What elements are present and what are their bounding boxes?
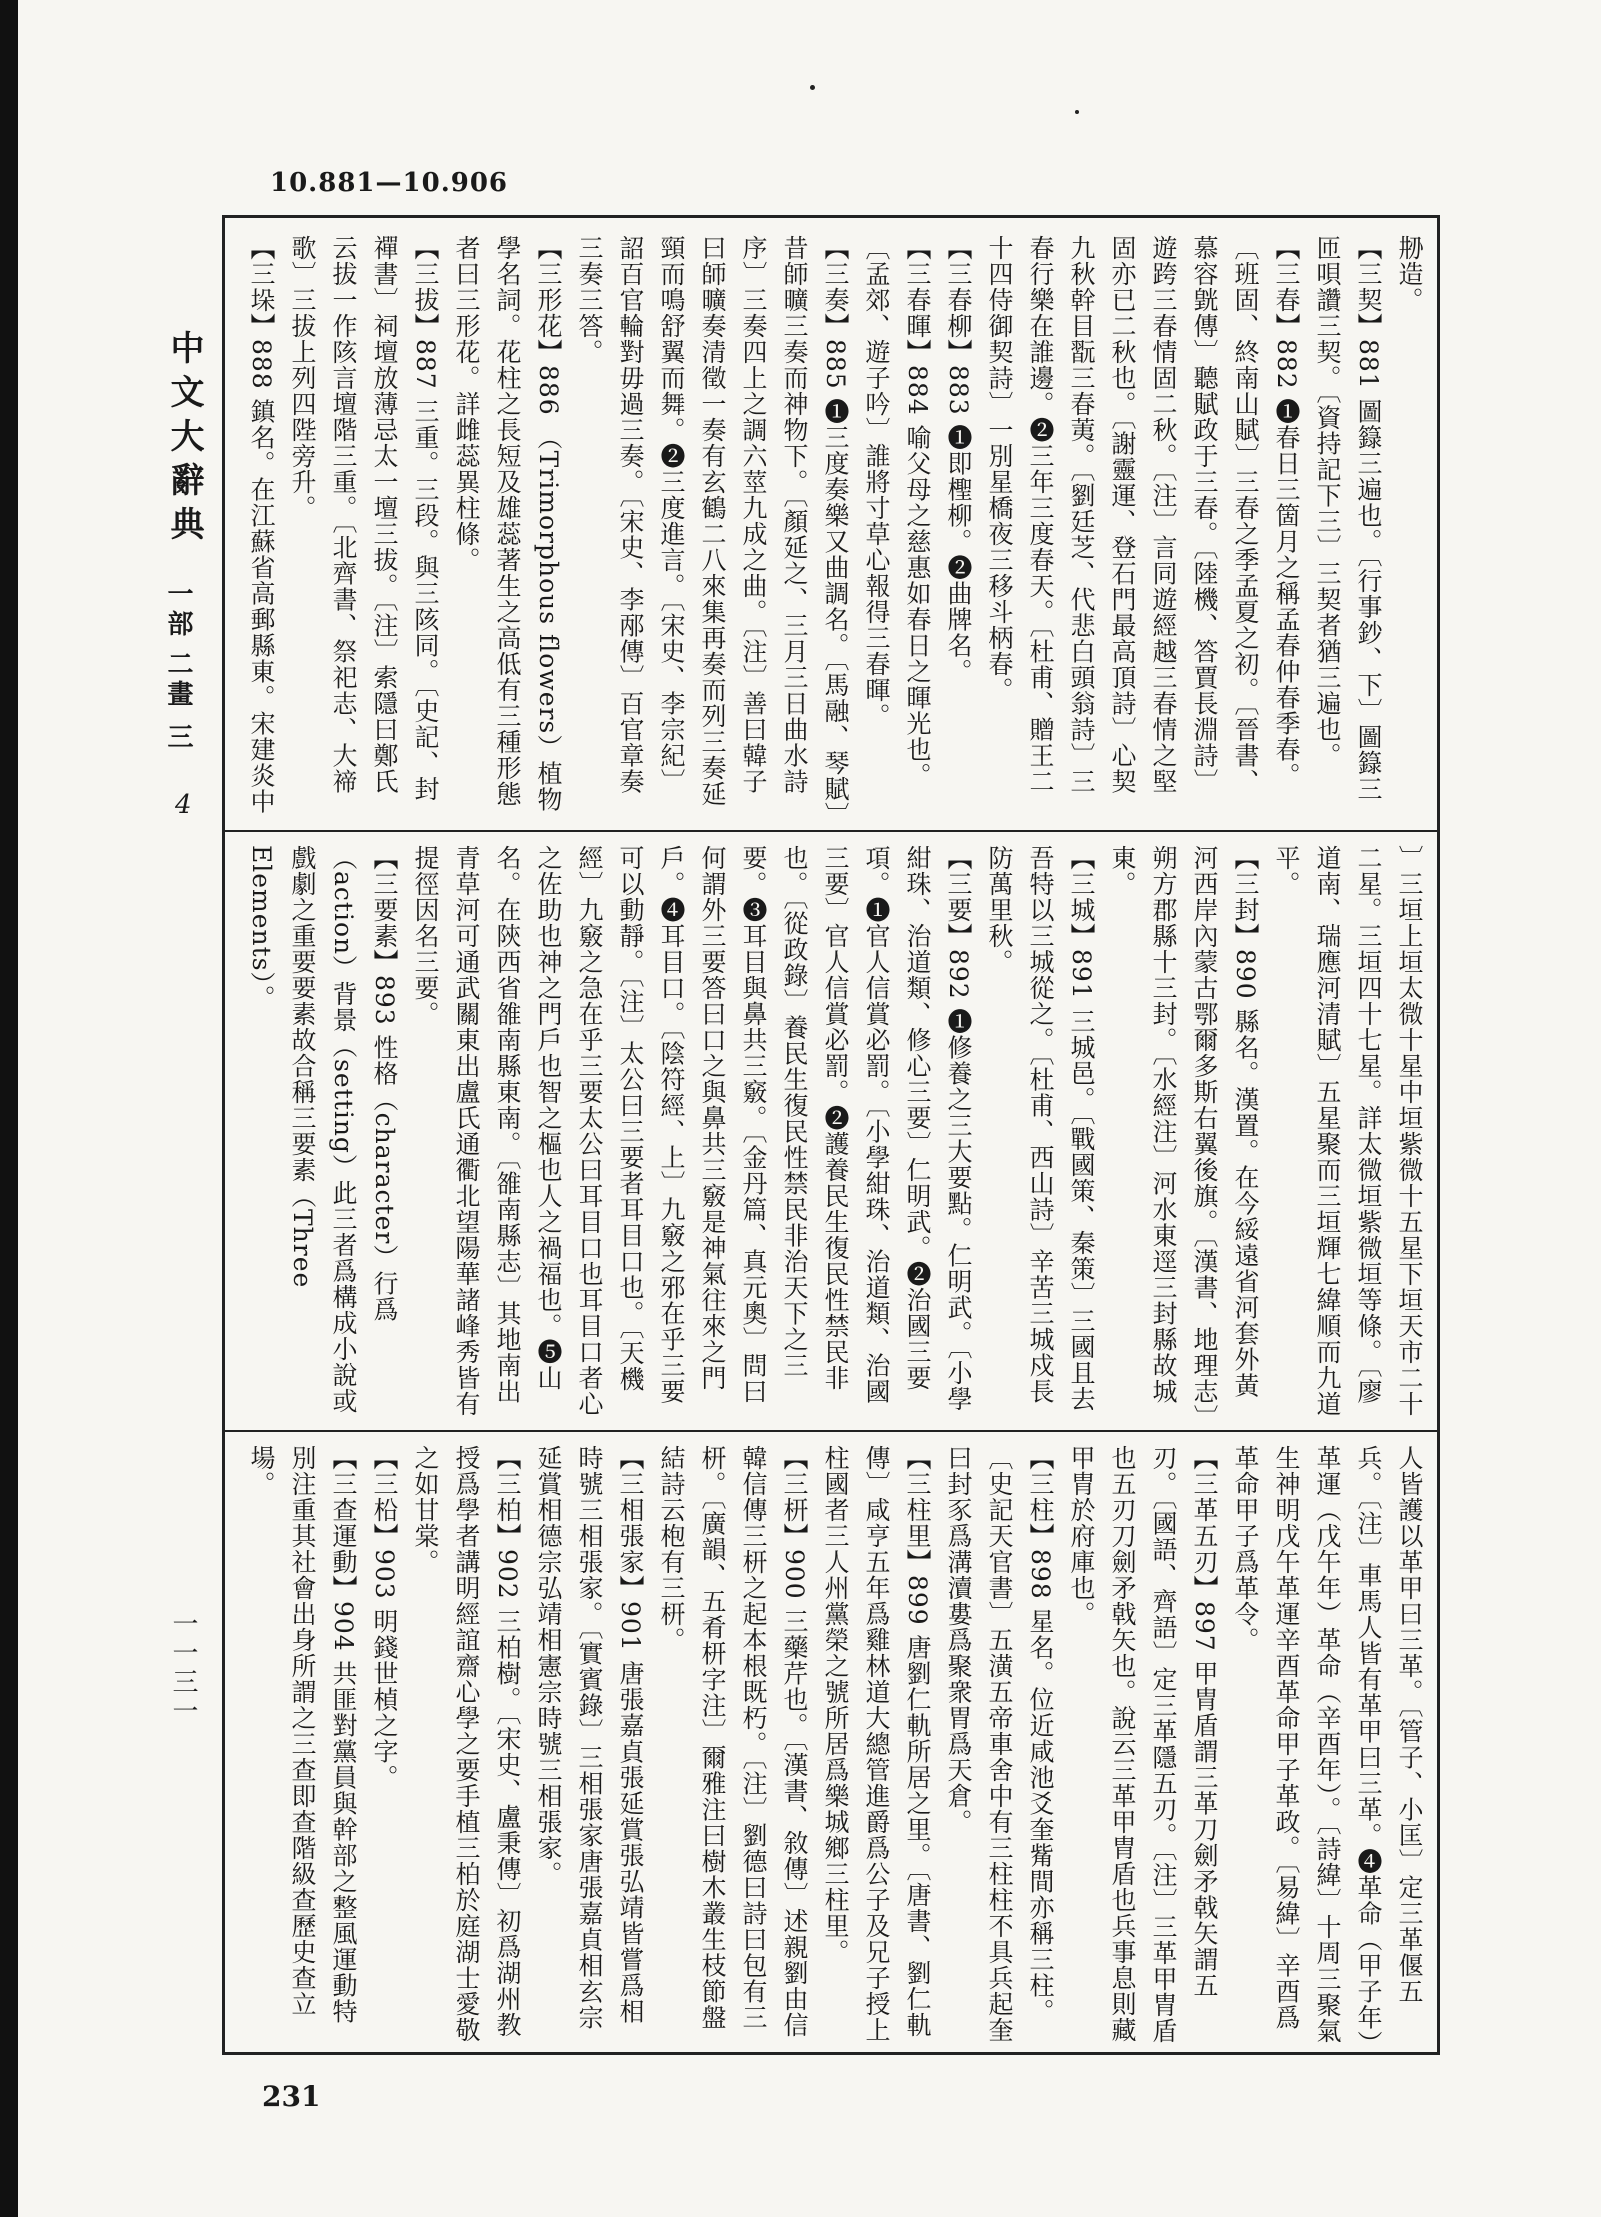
side-page-number: 一一三一: [168, 1610, 198, 1726]
stroke-count-label: 二畫 三: [163, 650, 193, 754]
section-divider: [222, 830, 1440, 832]
dictionary-title: 中文大辭典: [164, 330, 204, 550]
scan-binding-edge: [0, 0, 18, 2217]
upper-section-text: 刱造。 【三契】881 圖籙三遍也。〔行事鈔、下〕圖籙三匝唄讚三契。〔資持記下三〕三契者猶三遍也。 【三春】882 ❶春日三箇月之稱孟春仲春季春。〔班固、終南山賦〕三春之季孟夏之初。〔晉書、慕容皝傳〕聽賦政于三春。〔陸機、答賈長淵詩〕遊跨三春情固二秋。〔注〕言同遊經越三春情之堅固亦已二秋也。〔謝靈運、登石門最高頂詩〕心契九秋幹目翫三春荑。〔劉廷芝、代悲白頭翁詩〕三春行樂在誰邊。❷三年三度春天。〔杜甫、贈王二十四侍御契詩〕一別星橋夜三移斗柄春。 【三春柳】883 ❶即檉柳。❷曲牌名。 【三春暉】884 喻父母之慈惠如春日之暉光也。〔孟郊、遊子吟〕誰將寸草心報得三春暉。 【三奏】885 ❶三度奏樂又曲調名。〔馬融、琴賦〕昔師曠三奏而神物下。〔顏延之、三月三日曲水詩序〕三奏四上之調六莖九成之曲。〔注〕善曰韓子曰師曠奏清徵一奏有玄鶴二八來集再奏而列三奏延頸而鳴舒翼而舞。❷三度進言。〔宋史、李宗紀〕詔百官輪對毋過三奏。〔宋史、李邴傳〕百官章奏三奏三答。 【三形花】886 （Trimorphous flowers）植物學名詞。花柱之長短及雄蕊著生之高低有三種形態者曰三形花。詳雌蕊異柱條。 【三拔】887 三重。三段。與三陔同。〔史記、封禪書〕祠壇放薄忌太一壇三拔。〔注〕索隱曰鄭氏云拔一作陔言壇階三重。〔北齊書、祭祀志、大禘歌〕三拔上列四陛旁升。 【三垛】888 鎮名。在江蘇省高郵縣東。宋建炎中: [247, 235, 1424, 816]
page-range-header: 10.881—10.906: [270, 168, 509, 198]
radical-label: 一部: [163, 580, 193, 640]
middle-section-text: 〕三垣上垣太微十星中垣紫微十五星下垣天市二十二星。三垣四十七星。詳太微垣紫微垣等條。〔廖道南、瑞應河清賦〕五星聚而三垣輝七緯順而九道平。 【三封】890 縣名。漢置。在今綏遠省河套外黃河西岸內蒙古鄂爾多斯右翼後旗。〔漢書、地理志〕朔方郡縣十三封。〔水經注〕河水東逕三封縣故城東。 【三城】891 三城邑。〔戰國策、秦策〕三國且去吾特以三城從之。〔杜甫、西山詩〕辛苦三城戍長防萬里秋。 【三要】892 ❶修養之三大要點。仁明武。〔小學紺珠、治道類、修心三要〕仁明武。❷治國三要項。❶官人信賞必罰。〔小學紺珠、治道類、治國三要〕官人信賞必罰。❷護養民生復民性禁民非也。〔從政錄〕養民生復民性禁民非治天下之三要。❸耳目與鼻共三竅。〔金丹篇、真元奧〕問曰何謂外三要答曰口之與鼻共三竅是神氣往來之門戶。❹耳目口。〔陰符經、上〕九竅之邪在乎三要可以動靜。〔注〕太公曰三要者耳目口也。〔天機經〕九竅之急在乎三要太公曰耳目口也耳目口者心之佐助也神之門戶也智之樞也人之禍福也。❺山名。在陝西省雒南縣東南。〔雒南縣志〕其地南出青草河可通武關東出盧氏通衢北望陽華諸峰秀皆有提徑因名三要。 【三要素】893 性格（character）行爲（action）背景（setting）此三者爲構成小說或戲劇之重要要素故合稱三要素（Three Elements）。: [247, 845, 1424, 1418]
scan-speck: [1075, 110, 1079, 114]
section-divider: [222, 1430, 1440, 1432]
scan-speck: [810, 85, 815, 90]
handwritten-mark: 4: [175, 790, 192, 820]
lower-section-text: 人皆護以革甲曰三革。〔管子、小匡〕定三革偃五兵。〔注〕車馬人皆有革甲曰三革。❹革命（甲子年）革運（戊午年）革命（辛酉年）。〔詩緯〕十周三聚氣生神明戊午革運辛酉革命甲子革政。〔易緯〕辛酉爲革命甲子爲革令。 【三革五刃】897 甲胄盾謂三革刀劍矛戟矢謂五刃。〔國語、齊語〕定三革隱五刃。〔注〕三革甲胄盾也五刃刀劍矛戟矢也。說云三革甲胄盾也兵事息則藏甲胄於府庫也。 【三柱】898 星名。位近咸池爻奎觜間亦稱三柱。〔史記天官書〕五潢五帝車舍中有三柱柱不具兵起奎曰封豕爲溝瀆婁爲聚衆胃爲天倉。 【三柱里】899 唐劉仁軌所居之里。〔唐書、劉仁軌傳〕咸亨五年爲雞林道大總管進爵爲公子及兄子授上柱國者三人州黨榮之號所居爲樂城鄉三柱里。 【三枅】900 三藥芹也。〔漢書、敘傳〕述親劉由信韓信傳三枅之起本根既朽。〔注〕劉德曰詩曰包有三枅。〔廣韻、五肴枅字注〕爾雅注曰樹木叢生枝節盤結詩云枹有三枅。 【三相張家】901 唐張嘉貞張延賞張弘靖皆嘗爲相時號三相張家。〔實賓錄〕三相張家唐張嘉貞相玄宗延賞相德宗弘靖相憲宗時號三相張家。 【三柏】902 三柏樹。〔宋史、盧秉傳〕初爲湖州教授爲學者講明經誼齋心學之要手植三柏於庭湖士愛敬之如甘棠。 【三柗】903 明錢世楨之字。 【三查運動】904 共匪對黨員與幹部之整風運動特別注重其社會出身所謂之三查即查階級查歷史查立場。: [247, 1445, 1424, 2044]
page-number: 231: [262, 2080, 321, 2113]
